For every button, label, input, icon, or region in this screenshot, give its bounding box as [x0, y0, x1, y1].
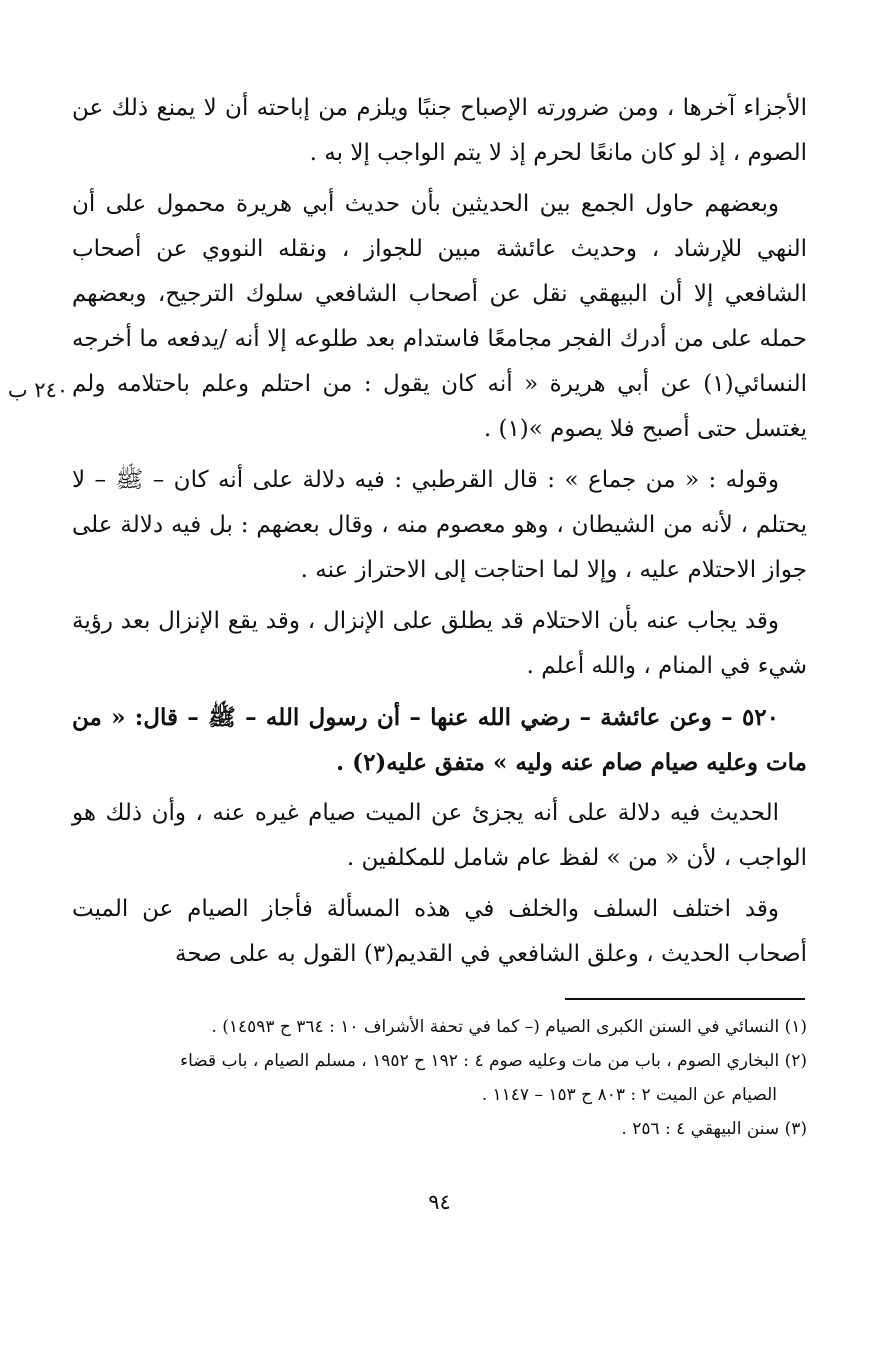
paragraph-continuation: الأجزاء آخرها ، ومن ضرورته الإصباح جنبًا ويلزم من إباحته أن لا يمنع ذلك عن الصوم ، إذ لو كان مانعًا لحرم إذ لا يتم الواجب إلا به .: [72, 95, 807, 166]
footnote-1: (١) النسائي في السنن الكبرى الصيام (– كما في تحفة الأشراف ١٠ : ٣٦٤ ح ١٤٥٩٣) .: [211, 1017, 807, 1037]
footnote-separator: [565, 998, 805, 1000]
hadith-520: ٥٢٠ – وعن عائشة – رضي الله عنها – أن رسول الله – ﷺ – قال: « من مات وعليه صيام صام عنه وليه » متفق عليه(٢) .: [72, 704, 807, 776]
main-text: [72, 86, 807, 977]
paragraph-salaf-khalaf: وقد اختلف السلف والخلف في هذه المسألة فأجاز الصيام عن الميت أصحاب الحديث ، وعلق الشافعي في القديم(٣) القول به على صحة: [72, 896, 807, 967]
manuscript-folio-marker: ٢٤٠ ب: [7, 378, 69, 402]
paragraph-hadith-reconciliation: وبعضهم حاول الجمع بين الحديثين بأن حديث أبي هريرة محمول على أن النهي للإرشاد ، وحديث عائشة مبين للجواز ، ونقله النووي عن أصحاب الشافعي إلا أن البيهقي نقل عن أصحاب الشافعي سلوك الترجيح، وبعضهم حمله على من أدرك الفجر مجامعًا فاستدام بعد طلوعه إلا أنه /يدفعه ما أخرجه النسائي(١) عن أبي هريرة « أنه كان يقول : من احتلم وعلم باحتلامه ولم يغتسل حتى أصبح فلا يصوم »(١) .: [72, 191, 807, 442]
footnote-2: (٢) البخاري الصوم ، باب من مات وعليه صوم ٤ : ١٩٢ ح ١٩٥٢ ، مسلم الصيام ، باب قضاء: [180, 1051, 807, 1071]
footnotes: [72, 1010, 807, 1146]
paragraph-hadith-explanation: الحديث فيه دلالة على أنه يجزئ عن الميت صيام غيره عنه ، وأن ذلك هو الواجب ، لأن « من » لفظ عام شامل للمكلفين .: [72, 800, 807, 871]
footnote-3: (٣) سنن البيهقي ٤ : ٢٥٦ .: [621, 1119, 807, 1139]
footnote-2-continuation: الصيام عن الميت ٢ : ٨٠٣ ح ١٥٣ – ١١٤٧ .: [481, 1085, 777, 1105]
paragraph-ihtilam-answer: وقد يجاب عنه بأن الاحتلام قد يطلق على الإنزال ، وقد يقع الإنزال بعد رؤية شيء في المنام ، والله أعلم .: [72, 608, 807, 679]
page-number: ٩٤: [428, 1190, 451, 1214]
paragraph-qurtubi-commentary: وقوله : « من جماع » : قال القرطبي : فيه دلالة على أنه كان – ﷺ – لا يحتلم ، لأنه من الشيطان ، وهو معصوم منه ، وقال بعضهم : بل فيه دلالة على جواز الاحتلام عليه ، وإلا لما احتاجت إلى الاحتراز عنه .: [72, 467, 807, 583]
